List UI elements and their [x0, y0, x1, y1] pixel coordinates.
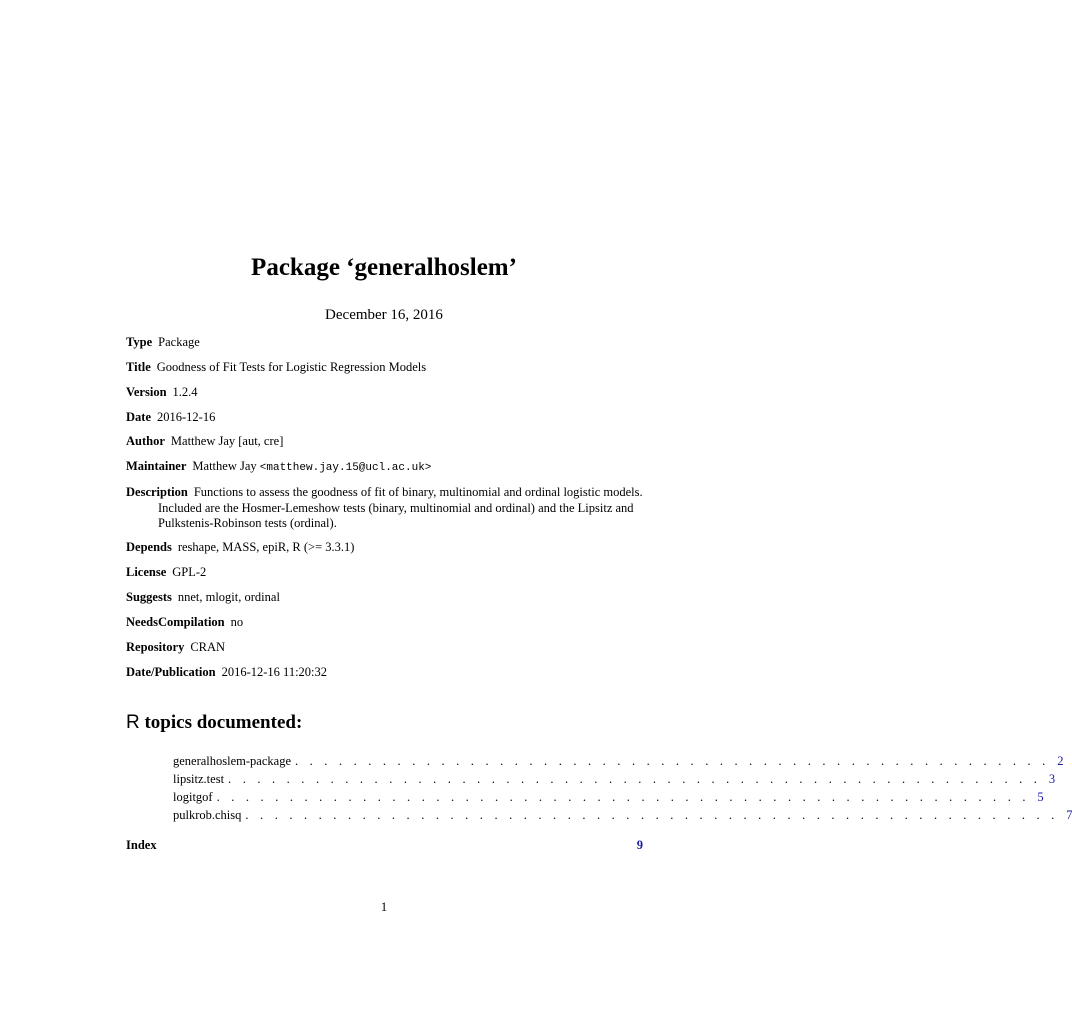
field-key: Suggests	[126, 590, 172, 604]
field-value: GPL-2	[172, 565, 207, 579]
index-label[interactable]: Index	[126, 838, 157, 852]
maintainer-email[interactable]: <matthew.jay.15@ucl.ac.uk>	[259, 462, 432, 474]
field-key: License	[126, 565, 167, 579]
field-key: Version	[126, 385, 167, 399]
toc-entry[interactable]	[173, 807, 1072, 823]
toc-leader-dots: . . . . . . . . . . . . . . . . . . . . . . . . . . . . . . . . . . . . . . . . . . . . . . . . . . . . . . . .	[228, 772, 1042, 786]
field-key: Author	[126, 434, 165, 448]
toc-entry-name[interactable]: generalhoslem-package	[173, 754, 291, 768]
toc-entry[interactable]	[173, 753, 1064, 769]
toc-entry-page[interactable]: 2	[1057, 754, 1064, 768]
field-author	[126, 434, 646, 450]
field-value: 2016-12-16	[157, 410, 216, 424]
field-title	[126, 360, 646, 376]
field-value: nnet, mlogit, ordinal	[177, 590, 280, 604]
description-line: Pulkstenis-Robinson tests (ordinal).	[158, 516, 337, 530]
field-key: NeedsCompilation	[126, 615, 225, 629]
field-date-publication	[126, 665, 646, 681]
toc-entry-page[interactable]: 5	[1037, 790, 1044, 804]
field-key: Depends	[126, 540, 172, 554]
field-value: Functions to assess the goodness of fit of binary, multinomial and ordinal logistic models.	[193, 485, 643, 499]
page-number: 1	[380, 900, 388, 914]
field-key: Date/Publication	[126, 665, 216, 679]
toc-entry-name[interactable]: lipsitz.test	[173, 772, 225, 786]
field-version	[126, 385, 646, 401]
field-license	[126, 565, 646, 581]
toc-entry-name[interactable]: logitgof	[173, 790, 213, 804]
field-value: Matthew Jay [aut, cre]	[170, 434, 284, 448]
toc-heading	[126, 712, 302, 734]
document-date: December 16, 2016	[325, 307, 443, 323]
toc-index-entry[interactable]	[126, 838, 643, 853]
toc-entry-name[interactable]: pulkrob.chisq	[173, 808, 242, 822]
toc-leader-dots: . . . . . . . . . . . . . . . . . . . . . . . . . . . . . . . . . . . . . . . . . . . . . . . . . . . .	[295, 754, 1050, 768]
toc-entry[interactable]	[173, 789, 1044, 805]
field-value: Goodness of Fit Tests for Logistic Regression Models	[156, 360, 427, 374]
package-title: Package ‘generalhoslem’	[251, 254, 517, 281]
description-line: Included are the Hosmer-Lemeshow tests (binary, multinomial and ordinal) and the Lipsitz and	[158, 500, 634, 515]
field-key: Repository	[126, 640, 185, 654]
field-depends	[126, 540, 646, 556]
field-type	[126, 335, 646, 351]
toc-heading-r: R	[126, 712, 140, 733]
field-repository	[126, 640, 646, 656]
field-value: reshape, MASS, epiR, R (>= 3.3.1)	[177, 540, 355, 554]
toc-heading-text: topics documented:	[144, 712, 303, 733]
index-page[interactable]: 9	[636, 838, 643, 852]
toc-leader-dots: . . . . . . . . . . . . . . . . . . . . . . . . . . . . . . . . . . . . . . . . . . . . . . . . . . . . . . . .	[216, 790, 1030, 804]
field-maintainer	[126, 459, 646, 477]
field-value: no	[230, 615, 244, 629]
field-key: Title	[126, 360, 151, 374]
field-value: Package	[158, 335, 200, 349]
toc-leader-dots: . . . . . . . . . . . . . . . . . . . . . . . . . . . . . . . . . . . . . . . . . . . . . . . . . . . . . . . .	[245, 808, 1059, 822]
toc-entry-page[interactable]: 7	[1066, 808, 1072, 822]
field-value: 1.2.4	[172, 385, 198, 399]
field-key: Type	[126, 335, 153, 349]
field-suggests	[126, 590, 646, 606]
field-description	[126, 485, 646, 532]
field-key: Date	[126, 410, 151, 424]
field-key: Maintainer	[126, 459, 187, 473]
field-value: 2016-12-16 11:20:32	[221, 665, 328, 679]
field-needscompilation	[126, 615, 646, 631]
field-date	[126, 410, 646, 426]
field-key: Description	[126, 485, 188, 499]
field-value: Matthew Jay	[192, 459, 257, 473]
toc-entry[interactable]	[173, 771, 1056, 787]
field-value: CRAN	[190, 640, 226, 654]
toc-entry-page[interactable]: 3	[1048, 772, 1056, 786]
